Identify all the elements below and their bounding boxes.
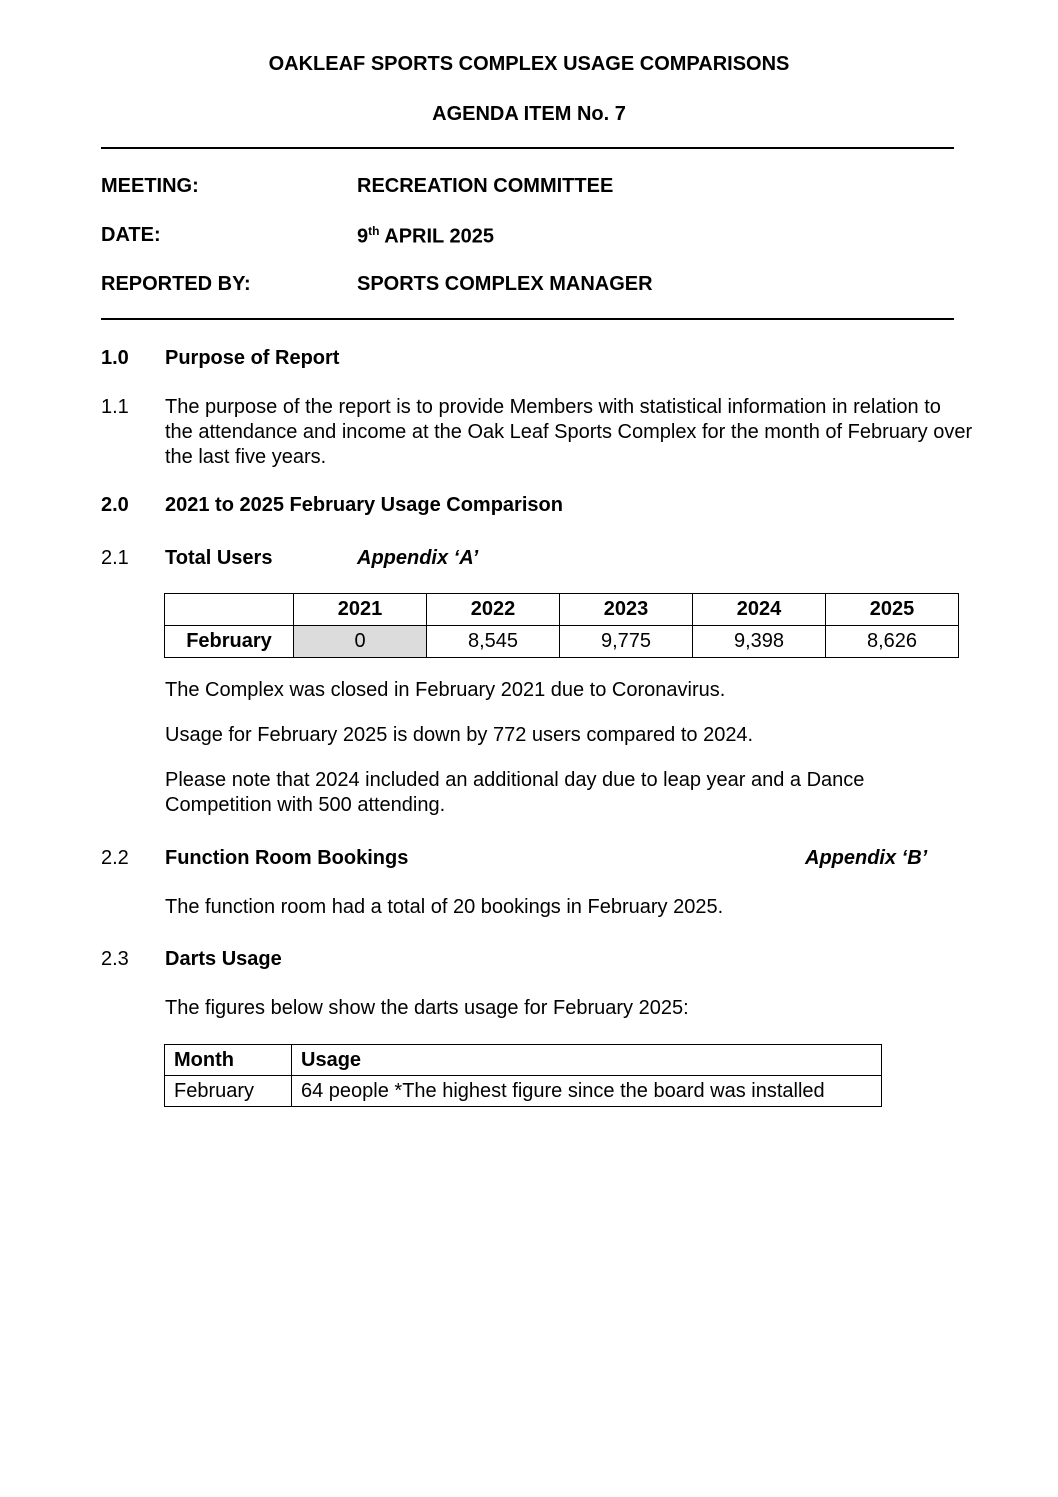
table-header-cell	[165, 594, 294, 626]
paragraph-number: 1.1	[101, 396, 129, 418]
date-suffix: th	[368, 224, 380, 238]
meeting-value: RECREATION COMMITTEE	[357, 175, 614, 197]
darts-table	[164, 1044, 882, 1107]
agenda-item: AGENDA ITEM No. 7	[432, 103, 626, 125]
divider	[101, 147, 954, 149]
table-header-cell: 2025	[826, 594, 959, 626]
table-header-cell: 2024	[693, 594, 826, 626]
date-rest: APRIL 2025	[379, 225, 494, 248]
table-cell: 9,398	[693, 626, 826, 658]
subsection-heading: Total Users	[165, 547, 273, 569]
table-cell: 8,626	[826, 626, 959, 658]
reported-label: REPORTED BY:	[101, 273, 251, 295]
table-cell: 8,545	[427, 626, 560, 658]
table-cell: 64 people *The highest figure since the board was installed	[292, 1076, 882, 1107]
meeting-label: MEETING:	[101, 175, 199, 197]
subsection-number: 2.1	[101, 547, 129, 569]
section-heading: Purpose of Report	[165, 347, 340, 369]
subsection-heading: Function Room Bookings	[165, 847, 409, 869]
table-row	[165, 1076, 882, 1107]
table-cell: February	[165, 1076, 292, 1107]
appendix-reference: Appendix ‘A’	[357, 547, 479, 569]
users-table	[164, 593, 959, 658]
bookings-text: The function room had a total of 20 bookings in February 2025.	[165, 896, 724, 918]
table-row-label: February	[165, 626, 294, 658]
table-header-cell: Usage	[292, 1045, 882, 1076]
reported-value: SPORTS COMPLEX MANAGER	[357, 273, 653, 295]
note-text: Please note that 2024 included an additional day due to leap year and a Dance Competition with 500 attending.	[165, 769, 865, 816]
table-cell: 0	[294, 626, 427, 658]
divider	[101, 318, 954, 320]
darts-intro: The figures below show the darts usage for February 2025:	[165, 997, 689, 1019]
section-number: 2.0	[101, 494, 129, 516]
section-heading: 2021 to 2025 February Usage Comparison	[165, 494, 563, 516]
note-text: Usage for February 2025 is down by 772 users compared to 2024.	[165, 724, 754, 746]
subsection-number: 2.3	[101, 948, 129, 970]
table-header-cell: 2023	[560, 594, 693, 626]
date-value	[357, 224, 494, 249]
subsection-number: 2.2	[101, 847, 129, 869]
date-day: 9	[357, 225, 369, 248]
table-header-cell: Month	[165, 1045, 292, 1076]
appendix-reference: Appendix ‘B’	[805, 847, 928, 869]
table-header-row	[165, 1045, 882, 1076]
table-header-row	[165, 594, 959, 626]
table-row	[165, 626, 959, 658]
table-header-cell: 2022	[427, 594, 560, 626]
table-header-cell: 2021	[294, 594, 427, 626]
note-text: The Complex was closed in February 2021 due to Coronavirus.	[165, 679, 726, 701]
table-cell: 9,775	[560, 626, 693, 658]
subsection-heading: Darts Usage	[165, 948, 282, 970]
page-title: OAKLEAF SPORTS COMPLEX USAGE COMPARISONS	[268, 53, 790, 75]
purpose-paragraph: The purpose of the report is to provide Members with statistical information in relation to the attendance and income at the Oak Leaf Sports Complex for the month of February over the last five years.	[165, 396, 973, 468]
section-number: 1.0	[101, 347, 129, 369]
date-label: DATE:	[101, 224, 161, 246]
